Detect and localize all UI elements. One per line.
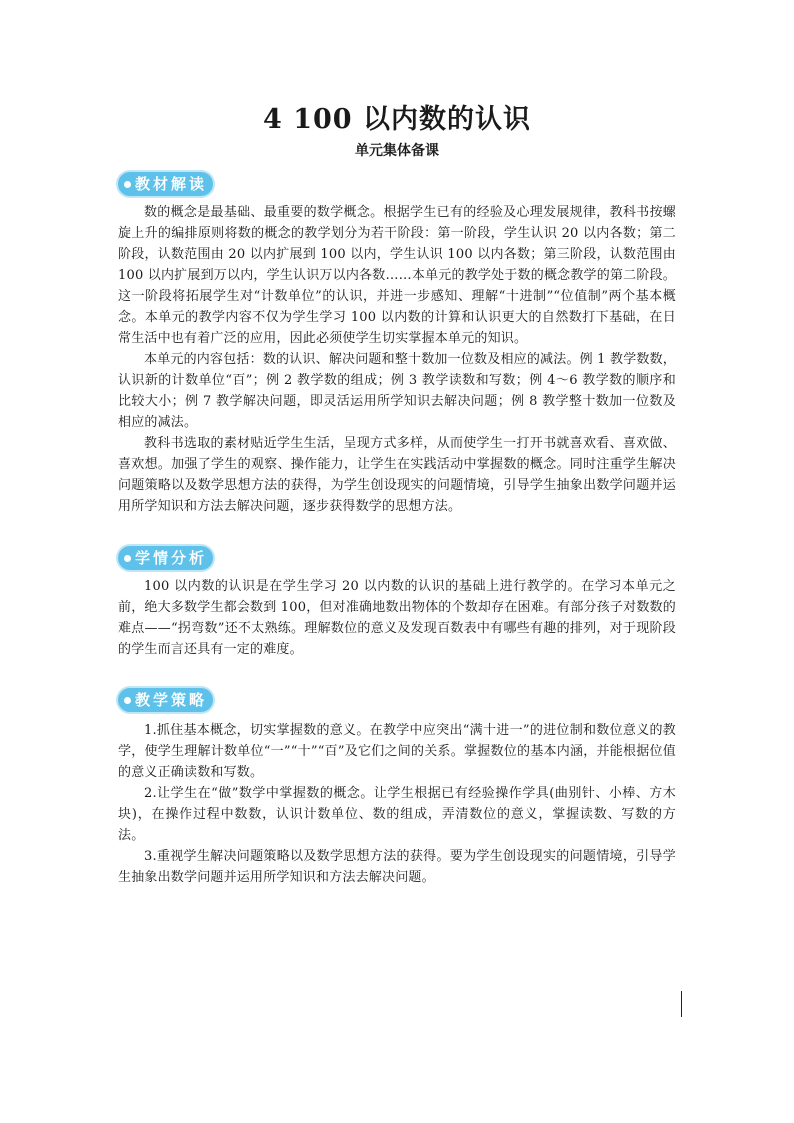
section-teaching-strategy xyxy=(118,720,676,888)
page-margin-mark xyxy=(681,991,682,1017)
section-student-analysis xyxy=(118,576,676,660)
paragraph: 100 以内数的认识是在学生学习 20 以内数的认识的基础上进行教学的。在学习本单元之前，绝大多数学生都会数到 100，但对准确地数出物体的个数却存在困难。有部分孩子对数数的难点——“拐弯数”还不太熟练。理解数位的意义及发现百数表中有哪些有趣的排列，对于现阶段的学生而言还具有一定的难度。 xyxy=(118,579,676,657)
section-heading: 学情分析 xyxy=(135,549,208,567)
badge-dot-icon xyxy=(124,555,131,562)
section-badge-analysis xyxy=(118,546,213,570)
section-badge-textbook xyxy=(118,172,213,196)
paragraph: 3.重视学生解决问题策略以及数学思想方法的获得。要为学生创设现实的问题情境，引导学生抽象出数学问题并运用所学知识和方法去解决问题。 xyxy=(118,849,676,885)
section-textbook-reading xyxy=(118,202,676,517)
paragraph: 1.抓住基本概念，切实掌握数的意义。在教学中应突出“满十进一”的进位制和数位意义的教学，使学生理解计数单位“一”“十”“百”及它们之间的关系。掌握数位的基本内涵，并能根据位值的意义正确读数和写数。 xyxy=(118,723,676,780)
paragraph: 2.让学生在“做”数学中掌握数的概念。让学生根据已有经验操作学具(曲别针、小棒、方木块)，在操作过程中数数，认识计数单位、数的组成，弄清数位的意义，掌握读数、写数的方法。 xyxy=(118,786,676,843)
section-heading: 教材解读 xyxy=(135,175,208,193)
section-heading: 教学策略 xyxy=(135,691,208,709)
section-badge-strategy xyxy=(118,688,213,712)
page-subtitle: 单元集体备课 xyxy=(355,143,439,159)
badge-dot-icon xyxy=(124,697,131,704)
page-title: 4 100 以内数的认识 xyxy=(263,104,531,135)
paragraph: 数的概念是最基础、最重要的数学概念。根据学生已有的经验及心理发展规律，教科书按螺旋上升的编排原则将数的概念的教学划分为若干阶段：第一阶段，学生认识 20 以内各数；第二阶段，认数范围由 20 以内扩展到 100 以内，学生认识 100 以内各数；第三阶段，认数范围由 100 以内扩展到万以内，学生认识万以内各数……本单元的教学处于数的概念教学的第二阶段。这一阶段将拓展学生对“计数单位”的认识，并进一步感知、理解“十进制”“位值制”两个基本概念。本单元的教学内容不仅为学生学习 100 以内数的计算和认识更大的自然数打下基础，在日常生活中也有着广泛的应用，因此必须使学生切实掌握本单元的知识。 xyxy=(118,205,676,346)
badge-dot-icon xyxy=(124,181,131,188)
paragraph: 本单元的内容包括：数的认识、解决问题和整十数加一位数及相应的减法。例 1 教学数数，认识新的计数单位“百”；例 2 教学数的组成；例 3 教学读数和写数；例 4～6 教学数的顺序和比较大小；例 7 教学解决问题，即灵活运用所学知识去解决问题；例 8 教学整十数加一位数及相应的减法。 xyxy=(118,352,676,430)
paragraph: 教科书选取的素材贴近学生生活，呈现方式多样，从而使学生一打开书就喜欢看、喜欢做、喜欢想。加强了学生的观察、操作能力，让学生在实践活动中掌握数的概念。同时注重学生解决问题策略以及数学思想方法的获得，为学生创设现实的问题情境，引导学生抽象出数学问题并运用所学知识和方法去解决问题，逐步获得数学的思想方法。 xyxy=(118,436,676,514)
